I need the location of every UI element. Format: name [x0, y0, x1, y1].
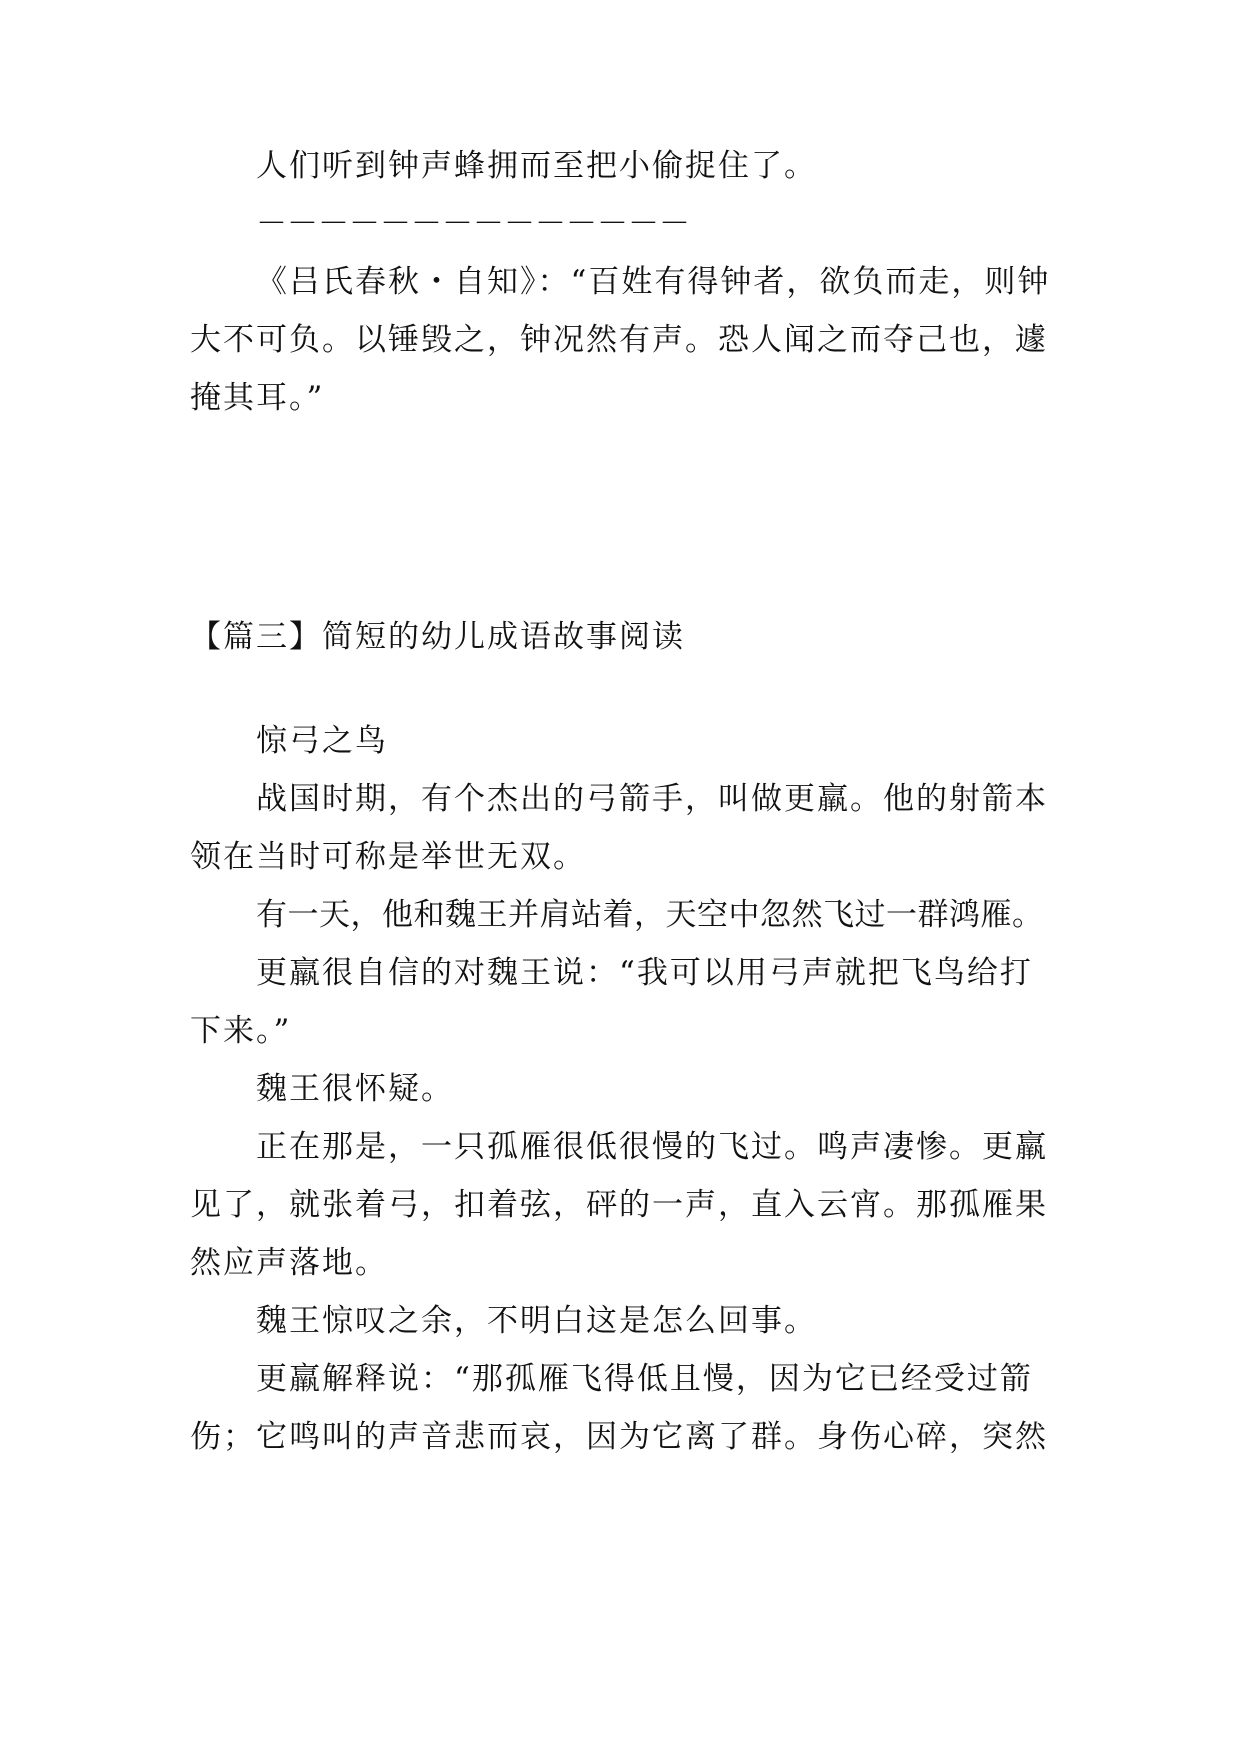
paragraph-line: 有一天，他和魏王并肩站着，天空中忽然飞过一群鸿雁。 [256, 897, 1044, 933]
paragraph-line: 魏王惊叹之余，不明白这是怎么回事。 [256, 1303, 817, 1339]
quote-line: 《吕氏春秋・自知》：“百姓有得钟者，欲负而走，则钟 [256, 264, 1051, 300]
paragraph-line: 伤；它鸣叫的声音悲而哀，因为它离了群。身伤心碎，突然 [190, 1419, 1048, 1455]
story-text [190, 712, 1060, 1466]
paragraph-line: 然应声落地。 [190, 1245, 388, 1281]
paragraph-line: 人们听到钟声蜂拥而至把小偷捉住了。 [256, 148, 817, 184]
paragraph-line: 见了，就张着弓，扣着弦，砰的一声，直入云宵。那孤雁果 [190, 1187, 1048, 1223]
paragraph-line: 领在当时可称是举世无双。 [190, 839, 586, 875]
separator-line: －－－－－－－－－－－－－－ [256, 206, 690, 242]
section-heading: 【篇三】简短的幼儿成语故事阅读 [190, 619, 685, 655]
quote-line: 掩其耳。” [190, 380, 325, 416]
quote-line: 大不可负。以锤毁之，钟况然有声。恐人闻之而夺己也，遽 [190, 322, 1048, 358]
paragraph-line: 正在那是，一只孤雁很低很慢的飞过。鸣声凄惨。更羸 [256, 1129, 1048, 1165]
paragraph-line: 下来。” [190, 1013, 292, 1049]
paragraph-line: 战国时期，有个杰出的弓箭手，叫做更羸。他的射箭本 [256, 781, 1048, 817]
story-title: 惊弓之鸟 [256, 723, 388, 759]
paragraph-line: 更羸很自信的对魏王说：“我可以用弓声就把飞鸟给打 [256, 955, 1033, 991]
section-one-text [190, 137, 1060, 427]
paragraph-line: 更羸解释说：“那孤雁飞得低且慢，因为它已经受过箭 [256, 1361, 1033, 1397]
paragraph-line: 魏王很怀疑。 [256, 1071, 454, 1107]
